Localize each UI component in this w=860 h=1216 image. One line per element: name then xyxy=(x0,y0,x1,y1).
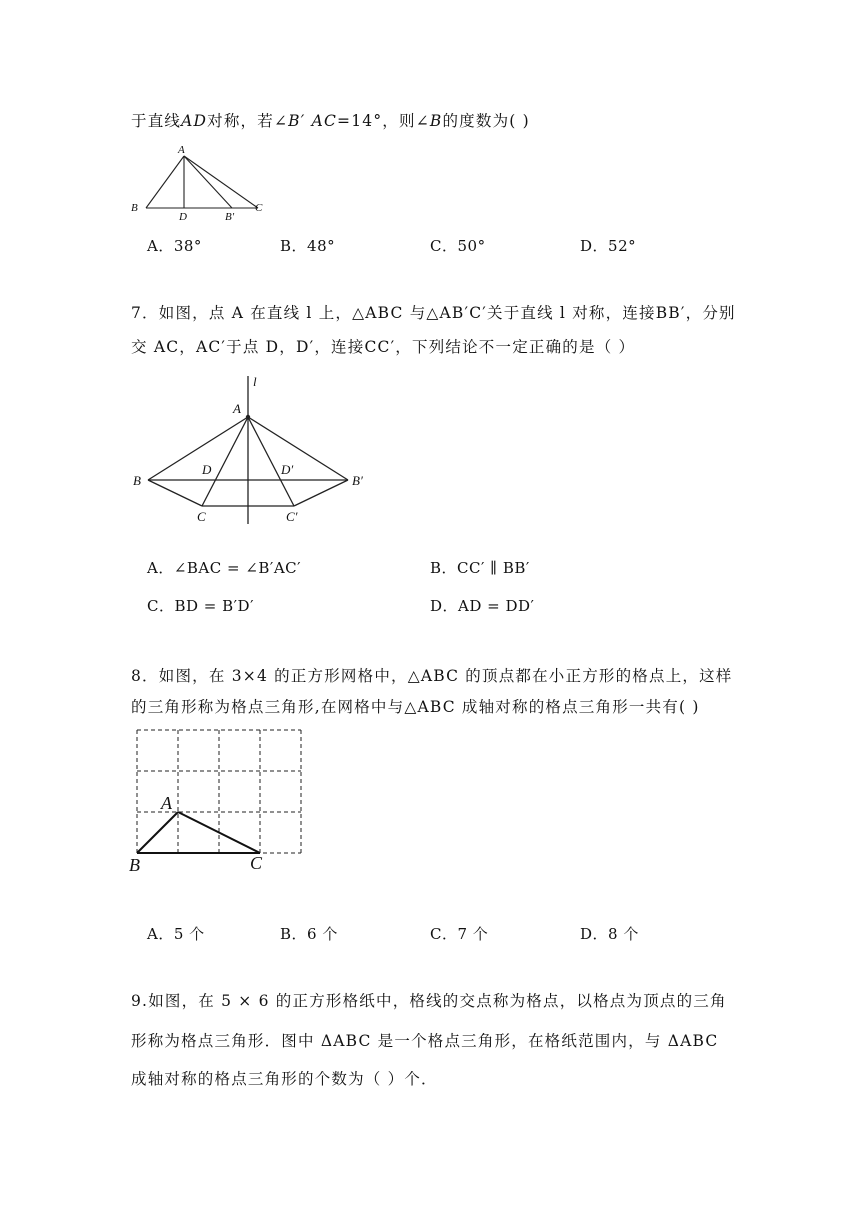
q6-label-b: B xyxy=(131,202,138,214)
q7-label-c: C xyxy=(197,509,206,524)
q7-line-b1c1 xyxy=(294,480,348,506)
q7-figure xyxy=(128,372,378,532)
q8-triangle xyxy=(137,812,260,853)
q8-grid xyxy=(137,730,301,853)
q8-figure xyxy=(128,722,308,882)
q6-option-c[interactable]: C．50° xyxy=(430,237,486,255)
q9-stem-line1: 9.如图，在 5 × 6 的正方形格纸中，格线的交点称为格点，以格点为顶点的三角 xyxy=(131,992,727,1010)
q7-label-a: A xyxy=(233,401,241,416)
q7-option-d[interactable]: D．AD = DD′ xyxy=(430,597,535,615)
q7-stem-line2: 交 AC，AC′于点 D，D′，连接CC′，下列结论不一定正确的是（ ） xyxy=(131,338,636,356)
q6-figure xyxy=(128,140,278,225)
q6-option-b[interactable]: B．48° xyxy=(280,237,336,255)
q6-stem-part: AD xyxy=(181,112,208,130)
q7-label-b1: B′ xyxy=(352,473,363,488)
q6-option-a[interactable]: A．38° xyxy=(147,237,202,255)
q6-line-ab1 xyxy=(184,156,232,208)
q6-label-a: A xyxy=(178,144,185,156)
q7-label-d: D xyxy=(202,462,212,477)
q7-option-c[interactable]: C．BD = B′D′ xyxy=(147,597,254,615)
q7-line-bc xyxy=(148,480,202,506)
q7-line-ab xyxy=(148,417,248,480)
q8-stem-line2: 的三角形称为格点三角形,在网格中与△ABC 成轴对称的格点三角形一共有( ) xyxy=(131,698,700,716)
q6-stem-part: B′ AC xyxy=(288,112,338,130)
q7-label-b: B xyxy=(133,473,141,488)
q7-point-a xyxy=(246,415,250,419)
q8-label-c: C xyxy=(250,853,263,873)
q8-label-b: B xyxy=(129,855,140,875)
q8-option-a[interactable]: A．5 个 xyxy=(147,925,205,943)
q9-stem-line3: 成轴对称的格点三角形的个数为（ ）个． xyxy=(131,1070,438,1088)
q8-option-d[interactable]: D．8 个 xyxy=(580,925,639,943)
q8-option-b[interactable]: B．6 个 xyxy=(280,925,338,943)
q8-label-a: A xyxy=(161,793,172,813)
q7-stem-line1: 7．如图，点 A 在直线 l 上，△ABC 与△AB′C′关于直线 l 对称，连接BB′，分别 xyxy=(131,304,736,322)
q7-label-l: l xyxy=(253,374,257,389)
q6-label-c: C xyxy=(255,202,263,214)
q6-stem-part: B xyxy=(429,112,443,130)
q6-stem xyxy=(131,111,530,131)
q6-stem-part: 于直线 xyxy=(131,112,182,130)
q8-option-c[interactable]: C．7 个 xyxy=(430,925,489,943)
q6-line-ab xyxy=(146,156,184,208)
q6-label-d: D xyxy=(179,211,187,223)
q6-stem-part: 的度数为( ) xyxy=(442,112,530,130)
q7-option-b[interactable]: B．CC′ ∥ BB′ xyxy=(430,559,530,577)
q6-stem-part: =14°，则∠ xyxy=(337,112,430,130)
q8-stem-line1: 8．如图，在 3×4 的正方形网格中，△ABC 的顶点都在小正方形的格点上，这样 xyxy=(131,667,733,685)
q7-line-ab1 xyxy=(248,417,348,480)
q6-line-ac xyxy=(184,156,258,208)
q6-option-d[interactable]: D．52° xyxy=(580,237,637,255)
q7-option-a[interactable]: A．∠BAC = ∠B′AC′ xyxy=(147,559,302,577)
q7-label-c1: C′ xyxy=(286,509,298,524)
q6-stem-part: 对称，若∠ xyxy=(207,112,289,130)
q9-stem-line2: 形称为格点三角形．图中 ΔABC 是一个格点三角形，在格纸范围内，与 ΔABC xyxy=(131,1032,719,1050)
q6-label-b1: B' xyxy=(225,211,235,223)
q7-label-d1: D′ xyxy=(281,462,294,477)
